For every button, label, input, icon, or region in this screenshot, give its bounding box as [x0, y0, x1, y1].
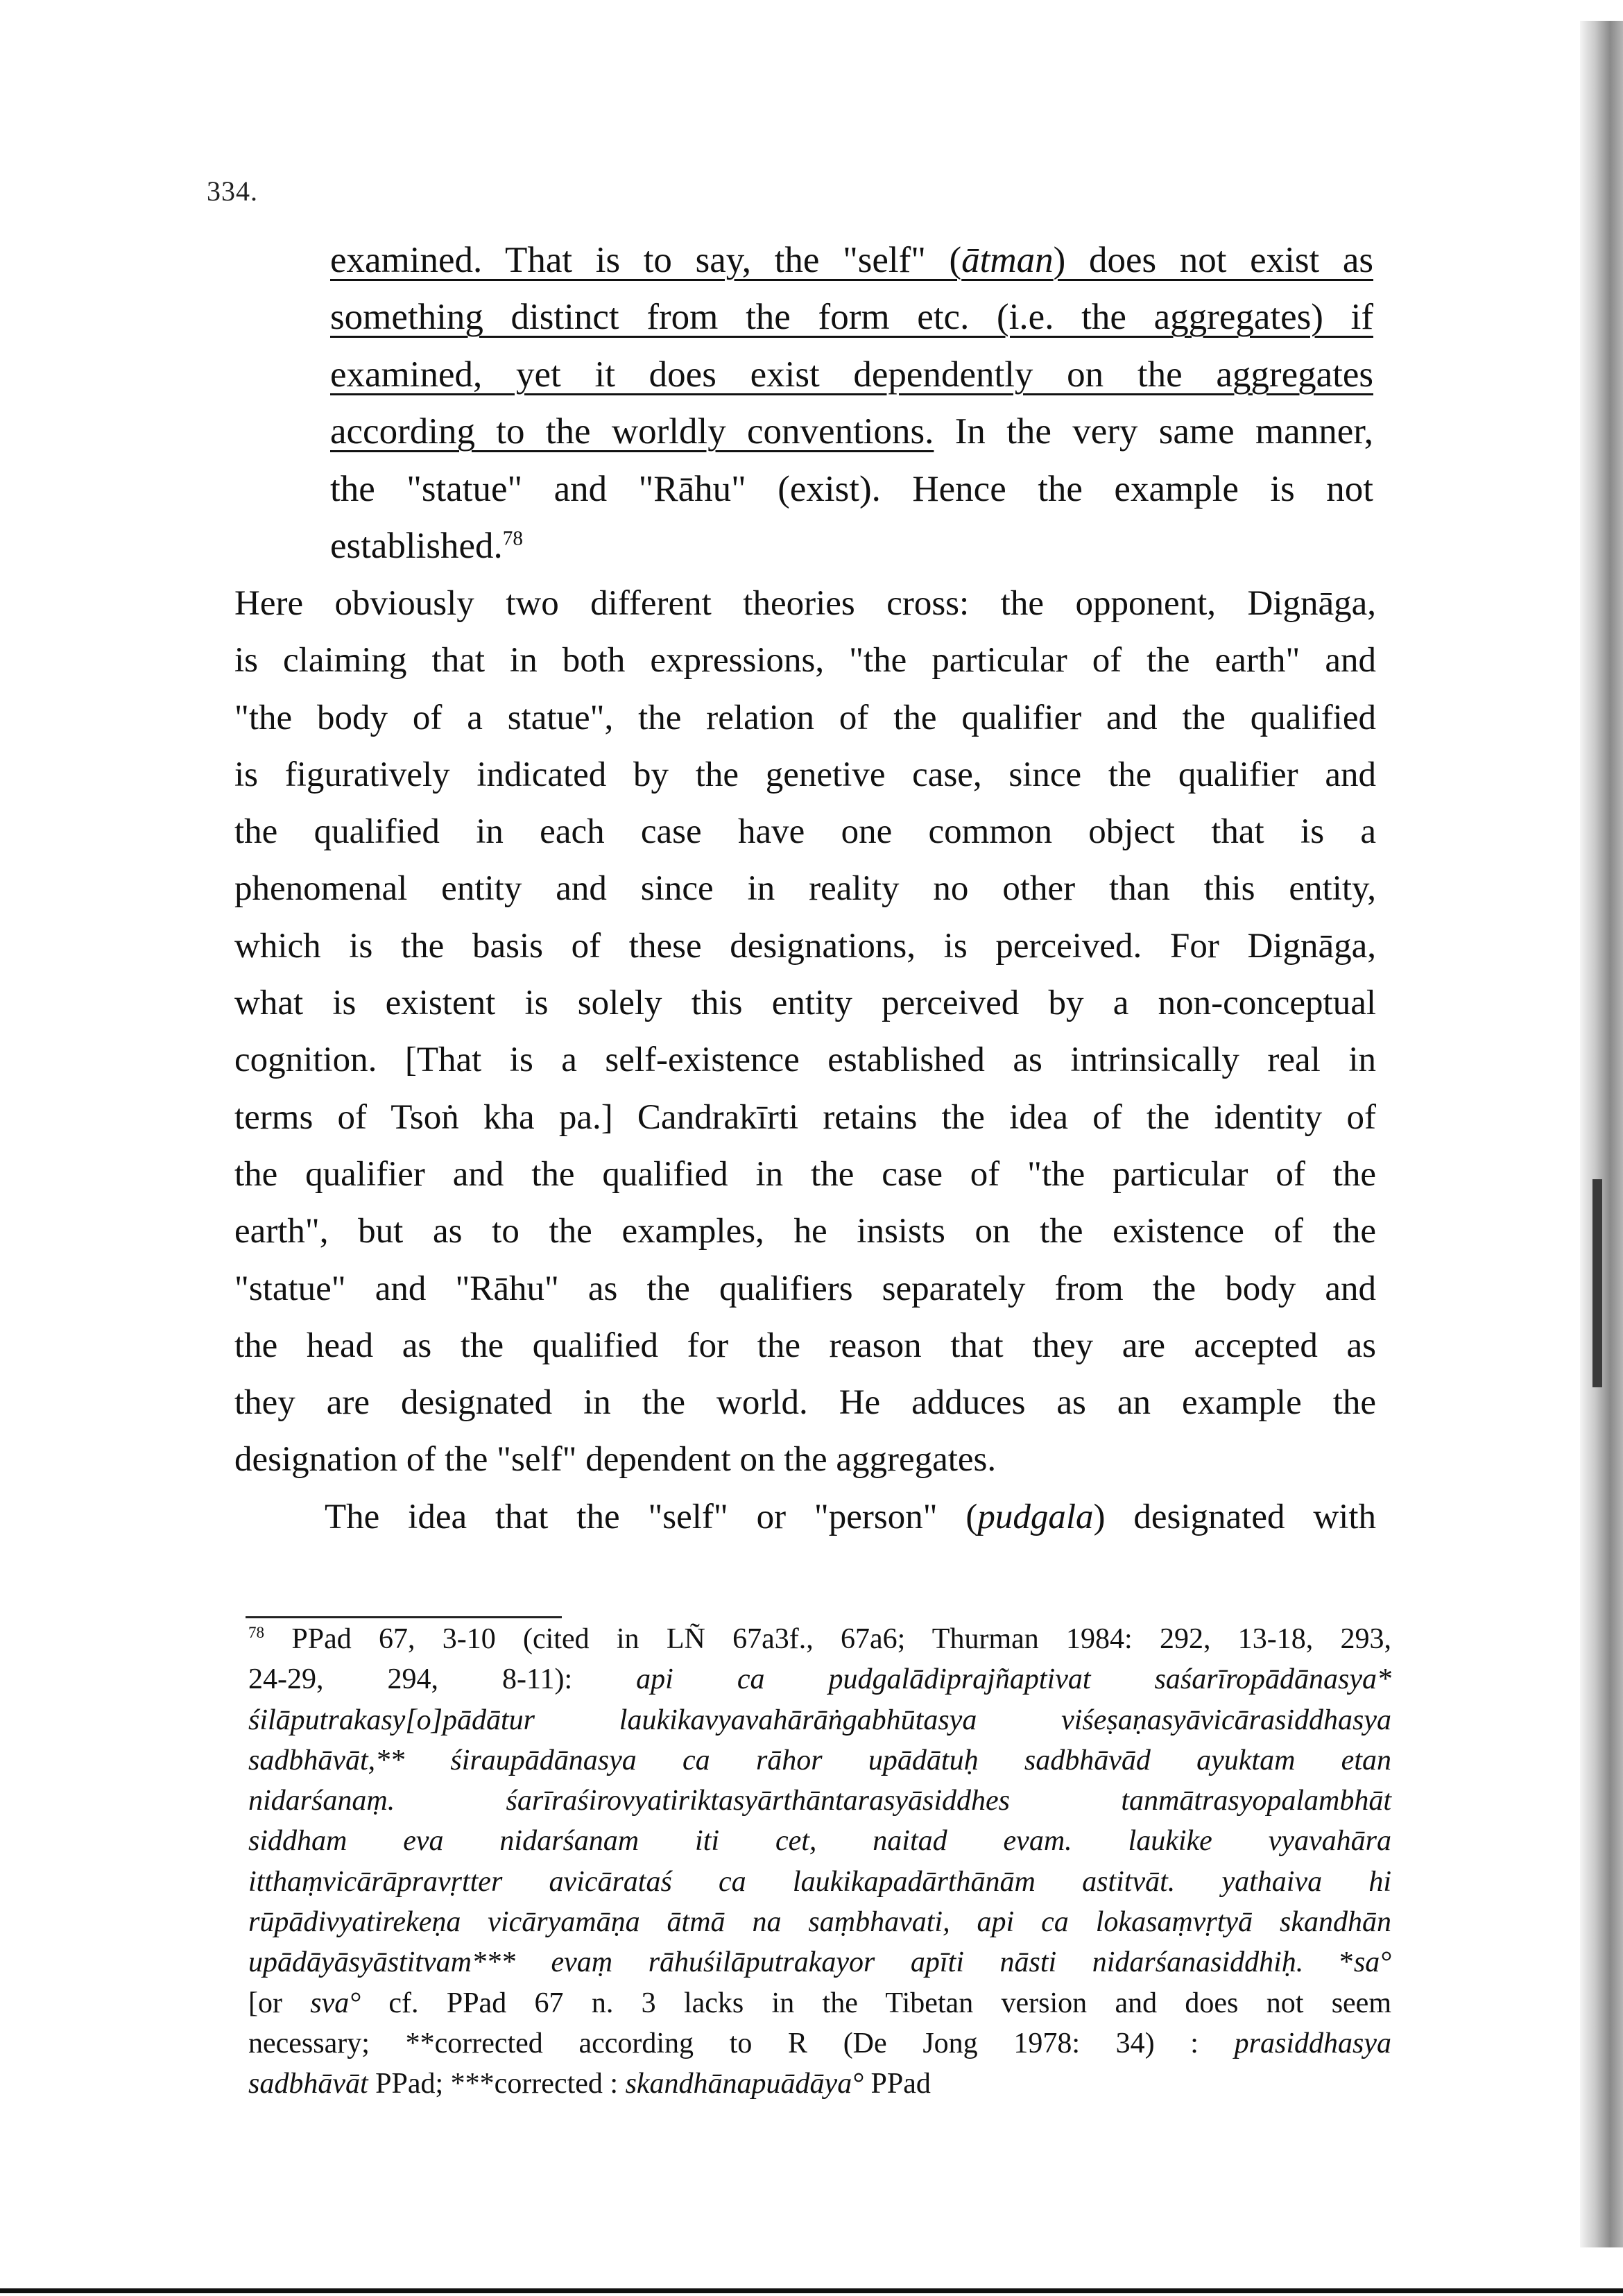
footnote-line: śilāputrakasy[o]pādātur laukikavyavahārāṅgabhūtasya viśeṣaṇasyāvicārasiddhasya [248, 1704, 1391, 1736]
text-line: the head as the qualified for the reason that they are accepted as [234, 1326, 1376, 1365]
footnote-line: rūpādivyatirekeṇa vicāryamāṇa ātmā na saṃbhavati, api ca lokasaṃvṛtyā skandhān [248, 1906, 1391, 1939]
quote-line: something distinct from the form etc. (i.e. the aggregates) if [330, 297, 1373, 338]
text-line: is claiming that in both expressions, "the particular of the earth" and [234, 641, 1376, 680]
text-line: Here obviously two different theories cross: the opponent, Dignāga, [234, 584, 1376, 623]
block-quote [330, 232, 1373, 574]
scan-spine-mark [1592, 1179, 1602, 1387]
footnote-line: sadbhāvāt,** śiraupādānasya ca rāhor upādātuḥ sadbhāvād ayuktam etan [248, 1744, 1391, 1776]
text-line: The idea that the "self" or "person" (pudgala) designated with [325, 1498, 1376, 1536]
footnote-line: siddham eva nidarśanam iti cet, naitad evam. laukike vyavahāra [248, 1825, 1391, 1858]
text-line: what is existent is solely this entity perceived by a non-conceptual [234, 984, 1376, 1023]
footnote-line: necessary; **corrected according to R (De Jong 1978: 34) : prasiddhasya [248, 2027, 1391, 2059]
text-line: "statue" and "Rāhu" as the qualifiers separately from the body and [234, 1269, 1376, 1308]
quote-line: the "statue" and "Rāhu" (exist). Hence the example is not [330, 468, 1373, 509]
text-line: cognition. [That is a self-existence established as intrinsically real in [234, 1040, 1376, 1080]
text-line: they are designated in the world. He adduces as an example the [234, 1383, 1376, 1423]
text-line: the qualifier and the qualified in the case of "the particular of the [234, 1154, 1376, 1194]
text-line: phenomenal entity and since in reality no other than this entity, [234, 869, 1376, 909]
footnote-line: nidarśanaṃ. śarīraśirovyatiriktasyārthāntarasyāsiddhes tanmātrasyopalambhāt [248, 1785, 1391, 1817]
text-line: designation of the "self" dependent on the aggregates. [234, 1440, 997, 1480]
scan-edge-shadow [1580, 21, 1623, 2247]
footnote-number: 78 [248, 1623, 265, 1641]
text-line: is figuratively indicated by the genetive case, since the qualifier and [234, 755, 1376, 794]
text-line: earth", but as to the examples, he insists on the existence of the [234, 1212, 1376, 1251]
footnote-line: 24-29, 294, 8-11): api ca pudgalādiprajñaptivat saśarīropādānasya* [248, 1663, 1391, 1696]
footnote [248, 1619, 1391, 2105]
page-number: 334. [207, 175, 258, 207]
scan-bottom-edge [0, 2288, 1623, 2293]
text-line: which is the basis of these designations, is perceived. For Dignāga, [234, 926, 1376, 966]
footnote-line: itthaṃvicārāpravṛtter avicārataś ca laukikapadārthānām astitvāt. yathaiva hi [248, 1865, 1391, 1898]
footnote-line: sadbhāvāt PPad; ***corrected : skandhānapuādāya° PPad [248, 2068, 931, 2100]
quote-line: examined, yet it does exist dependently on the aggregates [330, 354, 1373, 395]
quote-line: according to the worldly conventions. In the very same manner, [330, 411, 1373, 452]
text-line: "the body of a statue", the relation of the qualifier and the qualified [234, 698, 1376, 737]
footnote-line: $^{78}$ PPad 67, 3-10 (cited in LÑ 67a3f., 67a6; Thurman 1984: 292, 13-18, 293, [248, 1623, 1391, 1655]
text-line: terms of Tsoṅ kha pa.] Candrakīrti retains the idea of the identity of [234, 1097, 1376, 1137]
quote-line: examined. That is to say, the "self" (ātman) does not exist as [330, 240, 1373, 280]
quote-line: established.$^{78}$ [330, 525, 523, 566]
body-paragraph [234, 575, 1376, 1489]
body-paragraph-2 [234, 1489, 1376, 1545]
footnote-separator [246, 1616, 562, 1618]
text-line: the qualified in each case have one common object that is a [234, 812, 1376, 852]
footnote-line: upādāyāsyāstitvam*** evaṃ rāhuśilāputrakayor apīti nāsti nidarśanasiddhiḥ. *sa° [248, 1946, 1392, 1979]
footnote-ref[interactable]: 78 [502, 527, 523, 550]
footnote-line: [or sva° cf. PPad 67 n. 3 lacks in the Tibetan version and does not seem [248, 1987, 1391, 2019]
